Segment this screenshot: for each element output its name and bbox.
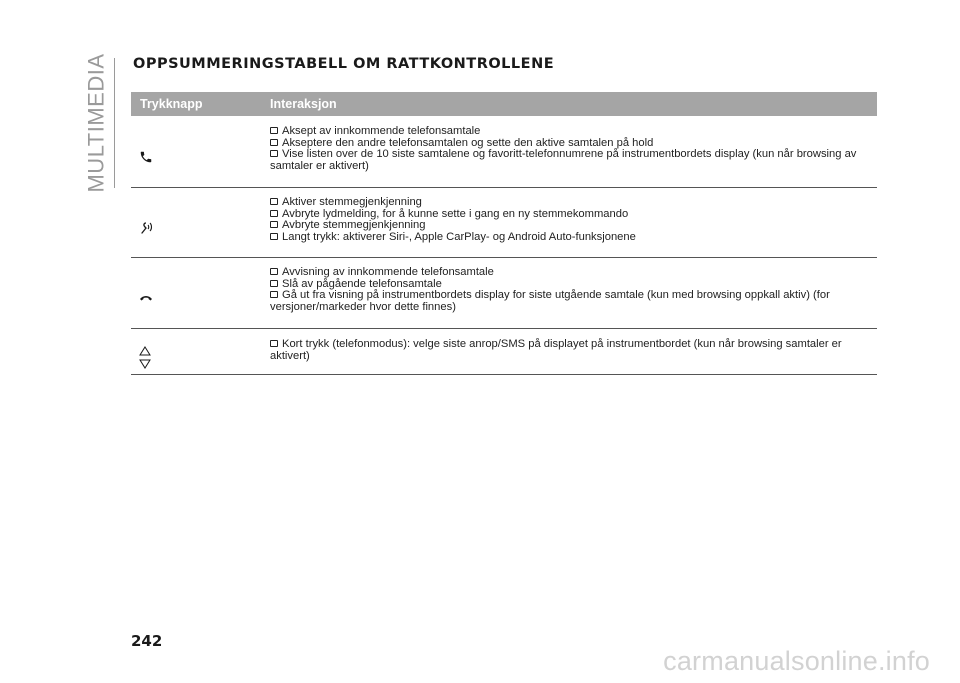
table-row bbox=[131, 329, 877, 375]
up-down-arrows-icon bbox=[131, 339, 270, 374]
section-label: MULTIMEDIA bbox=[84, 53, 110, 193]
bullet-icon bbox=[270, 150, 278, 157]
list-item: Aksept av innkommende telefonsamtale bbox=[270, 126, 877, 138]
header-interaction: Interaksjon bbox=[270, 97, 337, 111]
list-item: Gå ut fra visning på instrumentbordets display for siste utgående samtale (kun med browsing oppkall aktiv) (for versjoner/markeder hvor dette finnes) bbox=[270, 289, 830, 313]
bullet-icon bbox=[270, 280, 278, 287]
up-arrow-icon bbox=[139, 346, 151, 356]
table-row bbox=[131, 258, 877, 329]
header-button: Trykknapp bbox=[140, 97, 203, 111]
bullet-icon bbox=[270, 127, 278, 134]
phone-icon bbox=[131, 126, 270, 187]
down-arrow-icon bbox=[139, 359, 151, 369]
summary-table bbox=[131, 92, 877, 375]
list-item: Slå av pågående telefonsamtale bbox=[270, 279, 877, 291]
voice-command-icon bbox=[131, 197, 270, 257]
bullet-icon bbox=[270, 268, 278, 275]
list-item: Avbryte lydmelding, for å kunne sette i gang en ny stemmekommando bbox=[270, 209, 877, 221]
interaction-cell bbox=[270, 339, 877, 374]
interaction-cell bbox=[270, 197, 877, 257]
list-item: Aktiver stemmegjenkjenning bbox=[270, 197, 877, 209]
list-item: Akseptere den andre telefonsamtalen og sette den aktive samtalen på hold bbox=[270, 138, 877, 150]
table-header bbox=[131, 92, 877, 116]
bullet-icon bbox=[270, 198, 278, 205]
interaction-cell bbox=[270, 126, 877, 187]
bullet-icon bbox=[270, 210, 278, 217]
bullet-icon bbox=[270, 221, 278, 228]
section-divider bbox=[114, 58, 115, 188]
bullet-icon bbox=[270, 139, 278, 146]
list-item: Langt trykk: aktiverer Siri-, Apple CarPlay- og Android Auto-funksjonene bbox=[270, 232, 877, 244]
list-item: Kort trykk (telefonmodus): velge siste anrop/SMS på displayet på instrumentbordet (kun når browsing samtaler er aktivert) bbox=[270, 338, 842, 362]
table-row bbox=[131, 116, 877, 188]
watermark: carmanualsonline.info bbox=[663, 646, 930, 676]
bullet-icon bbox=[270, 291, 278, 298]
table-row bbox=[131, 188, 877, 258]
interaction-cell bbox=[270, 267, 877, 328]
hang-up-icon bbox=[131, 267, 270, 328]
list-item: Avvisning av innkommende telefonsamtale bbox=[270, 267, 877, 279]
list-item: Vise listen over de 10 siste samtalene og favoritt-telefonnumrene på instrumentbordets display (kun når browsing av samtaler er aktivert) bbox=[270, 148, 857, 172]
page-title: OPPSUMMERINGSTABELL OM RATTKONTROLLENE bbox=[133, 56, 555, 72]
bullet-icon bbox=[270, 340, 278, 347]
list-item: Avbryte stemmegjenkjenning bbox=[270, 220, 877, 232]
page-number: 242 bbox=[131, 632, 163, 650]
bullet-icon bbox=[270, 233, 278, 240]
